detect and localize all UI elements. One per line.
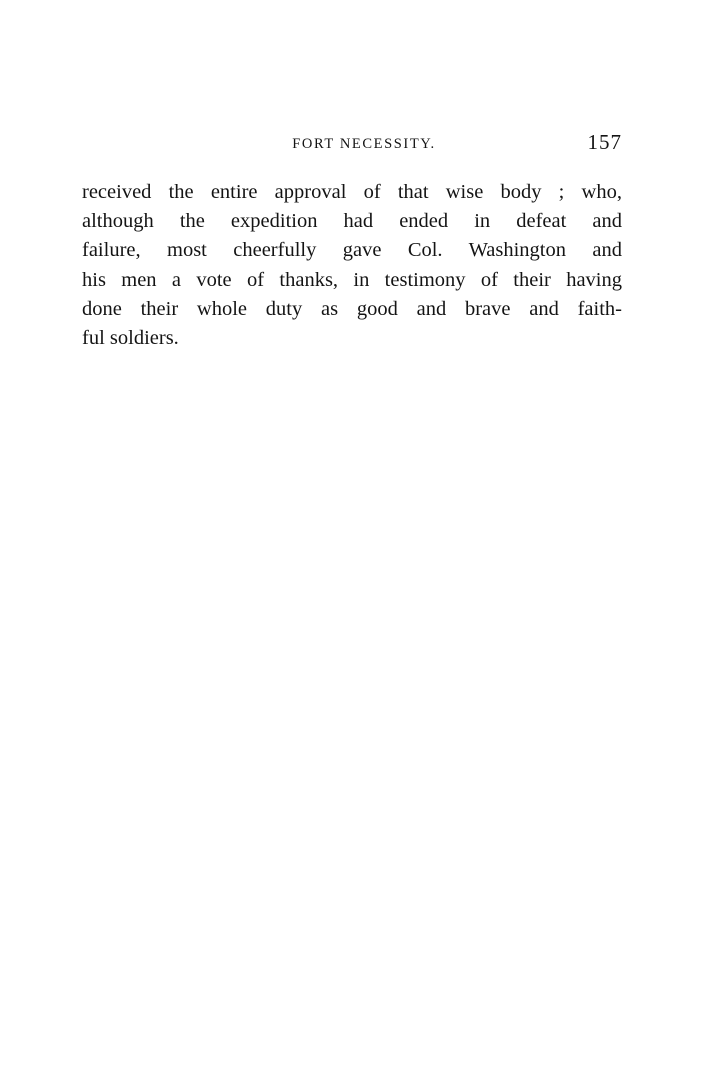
text-line: his men a vote of thanks, in testimony of their having: [82, 268, 622, 291]
running-head: [82, 130, 622, 158]
text-line: done their whole duty as good and brave and faith-: [82, 297, 622, 320]
text-line: although the expedition had ended in defeat and: [82, 210, 622, 233]
body-paragraph: [82, 178, 622, 353]
text-line: failure, most cheerfully gave Col. Washington and: [82, 239, 622, 262]
text-line: received the entire approval of that wise body ; who,: [82, 181, 622, 203]
text-line: ful soldiers.: [82, 326, 179, 349]
page-number: 157: [587, 130, 622, 154]
running-title: FORT NECESSITY.: [292, 136, 436, 152]
